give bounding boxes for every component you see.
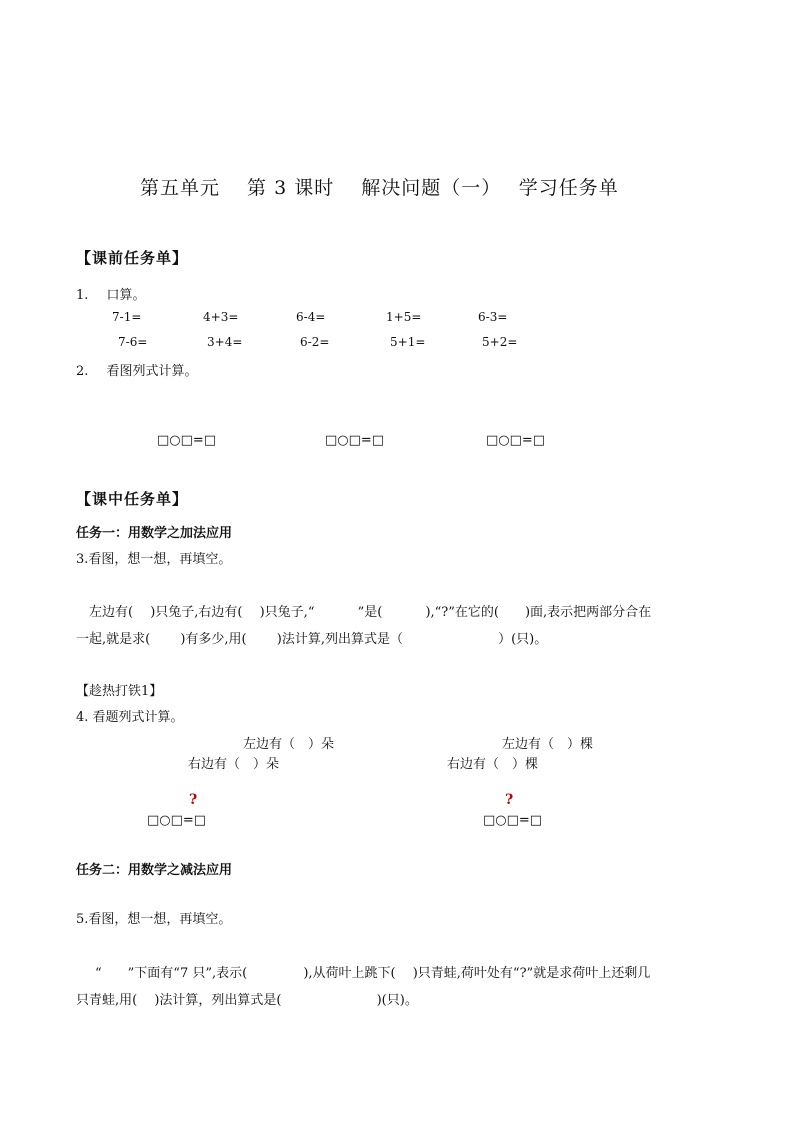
question-1 [76,284,146,303]
formula-blank: □○□=□ [483,813,543,828]
left-problem-right-label: 右边有（ ）朵 [188,757,280,772]
question-mark-right: ? [505,792,514,808]
section-heading-in-class: 【课中任务单】 [76,490,189,508]
question-3-line-2: 一起,就是求( )有多少,用( )法计算,列出算式是（ ）(只)。 [76,632,548,647]
question-3-line-1: 左边有( )只兔子,右边有( )只兔子,“ ”是( ),“?”在它的( )面,表示把两部分合在 [89,605,652,620]
math-item: 6-3= [478,310,508,324]
question-3-text: 3.看图，想一想，再填空。 [76,552,232,567]
math-item: 4+3= [203,310,239,324]
question-4-text: 4. 看题列式计算。 [76,710,184,725]
question-1-text: 口算。 [106,288,146,303]
question-2-number: 2. [76,364,89,379]
section-heading-pre-class: 【课前任务单】 [76,249,189,267]
right-problem-right-label: 右边有（ ）棵 [447,757,539,772]
math-item: 5+1= [390,335,426,349]
formula-blank: □○□=□ [486,433,546,448]
question-2 [76,360,198,379]
question-mark-left: ? [189,792,198,808]
question-1-number: 1. [76,288,89,303]
right-problem-top-label: 左边有（ ）棵 [502,737,594,752]
math-item: 6-2= [300,335,330,349]
question-5-line-2: 只青蛙,用( )法计算，列出算式是( )(只)。 [76,993,418,1008]
task-1-heading: 任务一：用数学之加法应用 [76,526,233,541]
task-2-heading: 任务二：用数学之减法应用 [76,863,233,878]
math-item: 3+4= [207,335,243,349]
left-problem-top-label: 左边有（ ）朵 [243,737,335,752]
question-5-line-1: “ ”下面有“7 只”,表示( ),从荷叶上跳下( )只青蛙,荷叶处有“?”就是求荷叶上还剩几 [95,966,651,981]
page-title: 第五单元 第 3 课时 解决问题（一） 学习任务单 [140,177,619,199]
question-5-text: 5.看图，想一想，再填空。 [76,912,232,927]
formula-blank: □○□=□ [325,433,385,448]
math-item: 7-1= [112,310,142,324]
math-item: 1+5= [386,310,422,324]
math-item: 7-6= [118,335,148,349]
practice-heading: 【趁热打铁1】 [76,684,163,699]
formula-blank: □○□=□ [157,433,217,448]
math-item: 5+2= [482,335,518,349]
formula-blank: □○□=□ [147,813,207,828]
question-2-text: 看图列式计算。 [106,364,198,379]
math-item: 6-4= [296,310,326,324]
